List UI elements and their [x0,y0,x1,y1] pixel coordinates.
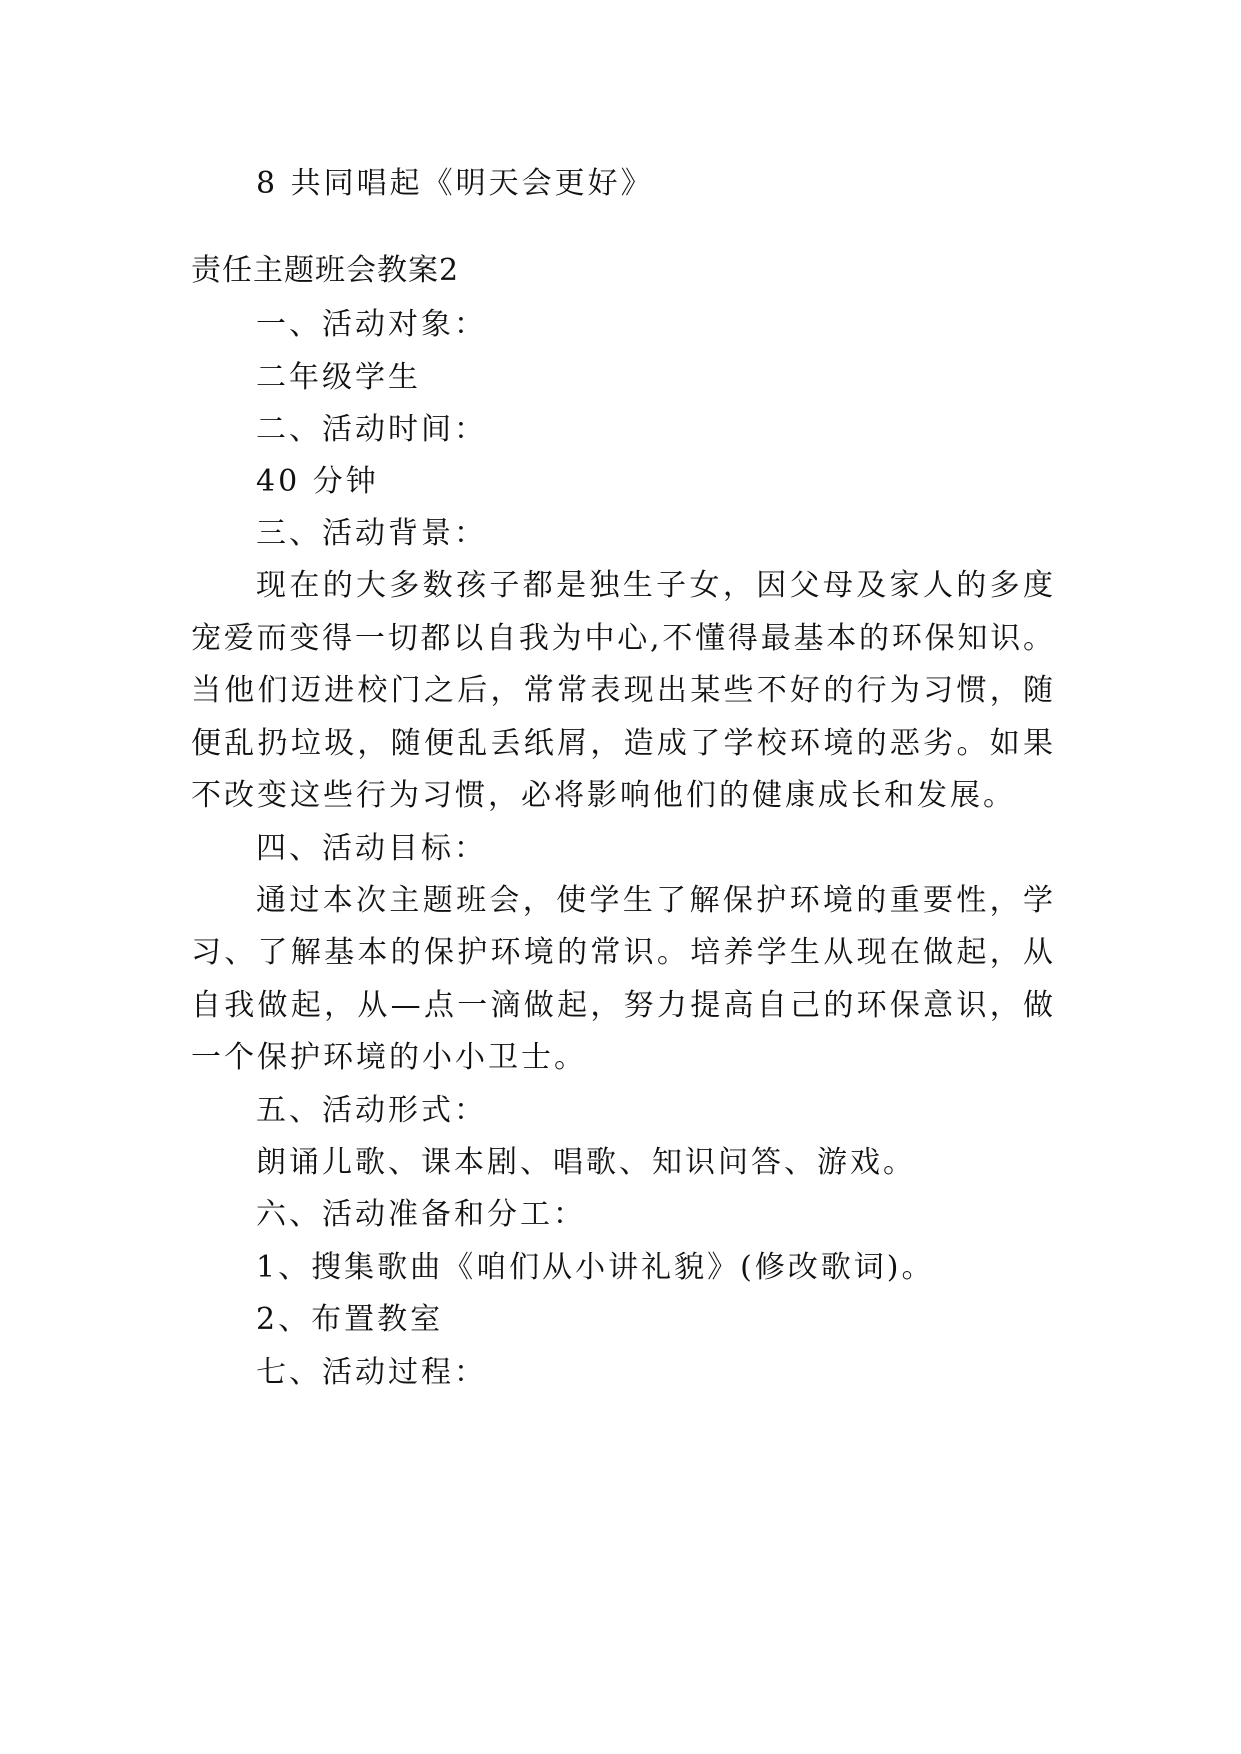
activity-form-text: 朗诵儿歌、课本剧、唱歌、知识问答、游戏。 [256,1145,916,1180]
activity-time-text: 40 分钟 [256,464,379,499]
background-paragraph-line: 不改变这些行为习惯，必将影响他们的健康成长和发展。 [191,778,1016,813]
background-paragraph-line: 宠爱而变得一切都以自我为中心,不懂得最基本的环保知识。 [191,621,1053,656]
heading-activity-target: 一、活动对象： [256,307,487,342]
section-title: 责任主题班会教案2 [191,253,460,288]
heading-activity-goal: 四、活动目标： [256,831,487,866]
goal-paragraph-line: 一个保护环境的小小卫士。 [191,1040,587,1075]
background-paragraph-line: 当他们迈进校门之后，常常表现出某些不好的行为习惯，随 [191,673,1053,708]
item-8-text: 8 共同唱起《明天会更好》 [256,166,654,201]
background-paragraph-line: 便乱扔垃圾，随便乱丢纸屑，造成了学校环境的恶劣。如果 [191,726,1053,761]
background-paragraph-line: 现在的大多数孩子都是独生子女，因父母及家人的多度 [256,568,1053,603]
heading-activity-form: 五、活动形式： [256,1093,487,1128]
preparation-item-2: 2、布置教室 [256,1302,444,1337]
goal-paragraph-line: 自我做起，从—点一滴做起，努力提高自己的环保意识，做 [191,988,1053,1023]
heading-activity-background: 三、活动背景： [256,516,487,551]
goal-paragraph-line: 习、了解基本的保护环境的常识。培养学生从现在做起，从 [191,935,1053,970]
activity-target-text: 二年级学生 [256,360,421,395]
preparation-item-1: 1、搜集歌曲《咱们从小讲礼貌》(修改歌词)。 [256,1250,935,1285]
heading-activity-process: 七、活动过程： [256,1355,487,1390]
heading-activity-preparation: 六、活动准备和分工： [256,1197,586,1232]
heading-activity-time: 二、活动时间： [256,412,487,447]
goal-paragraph-line: 通过本次主题班会，使学生了解保护环境的重要性，学 [256,883,1053,918]
